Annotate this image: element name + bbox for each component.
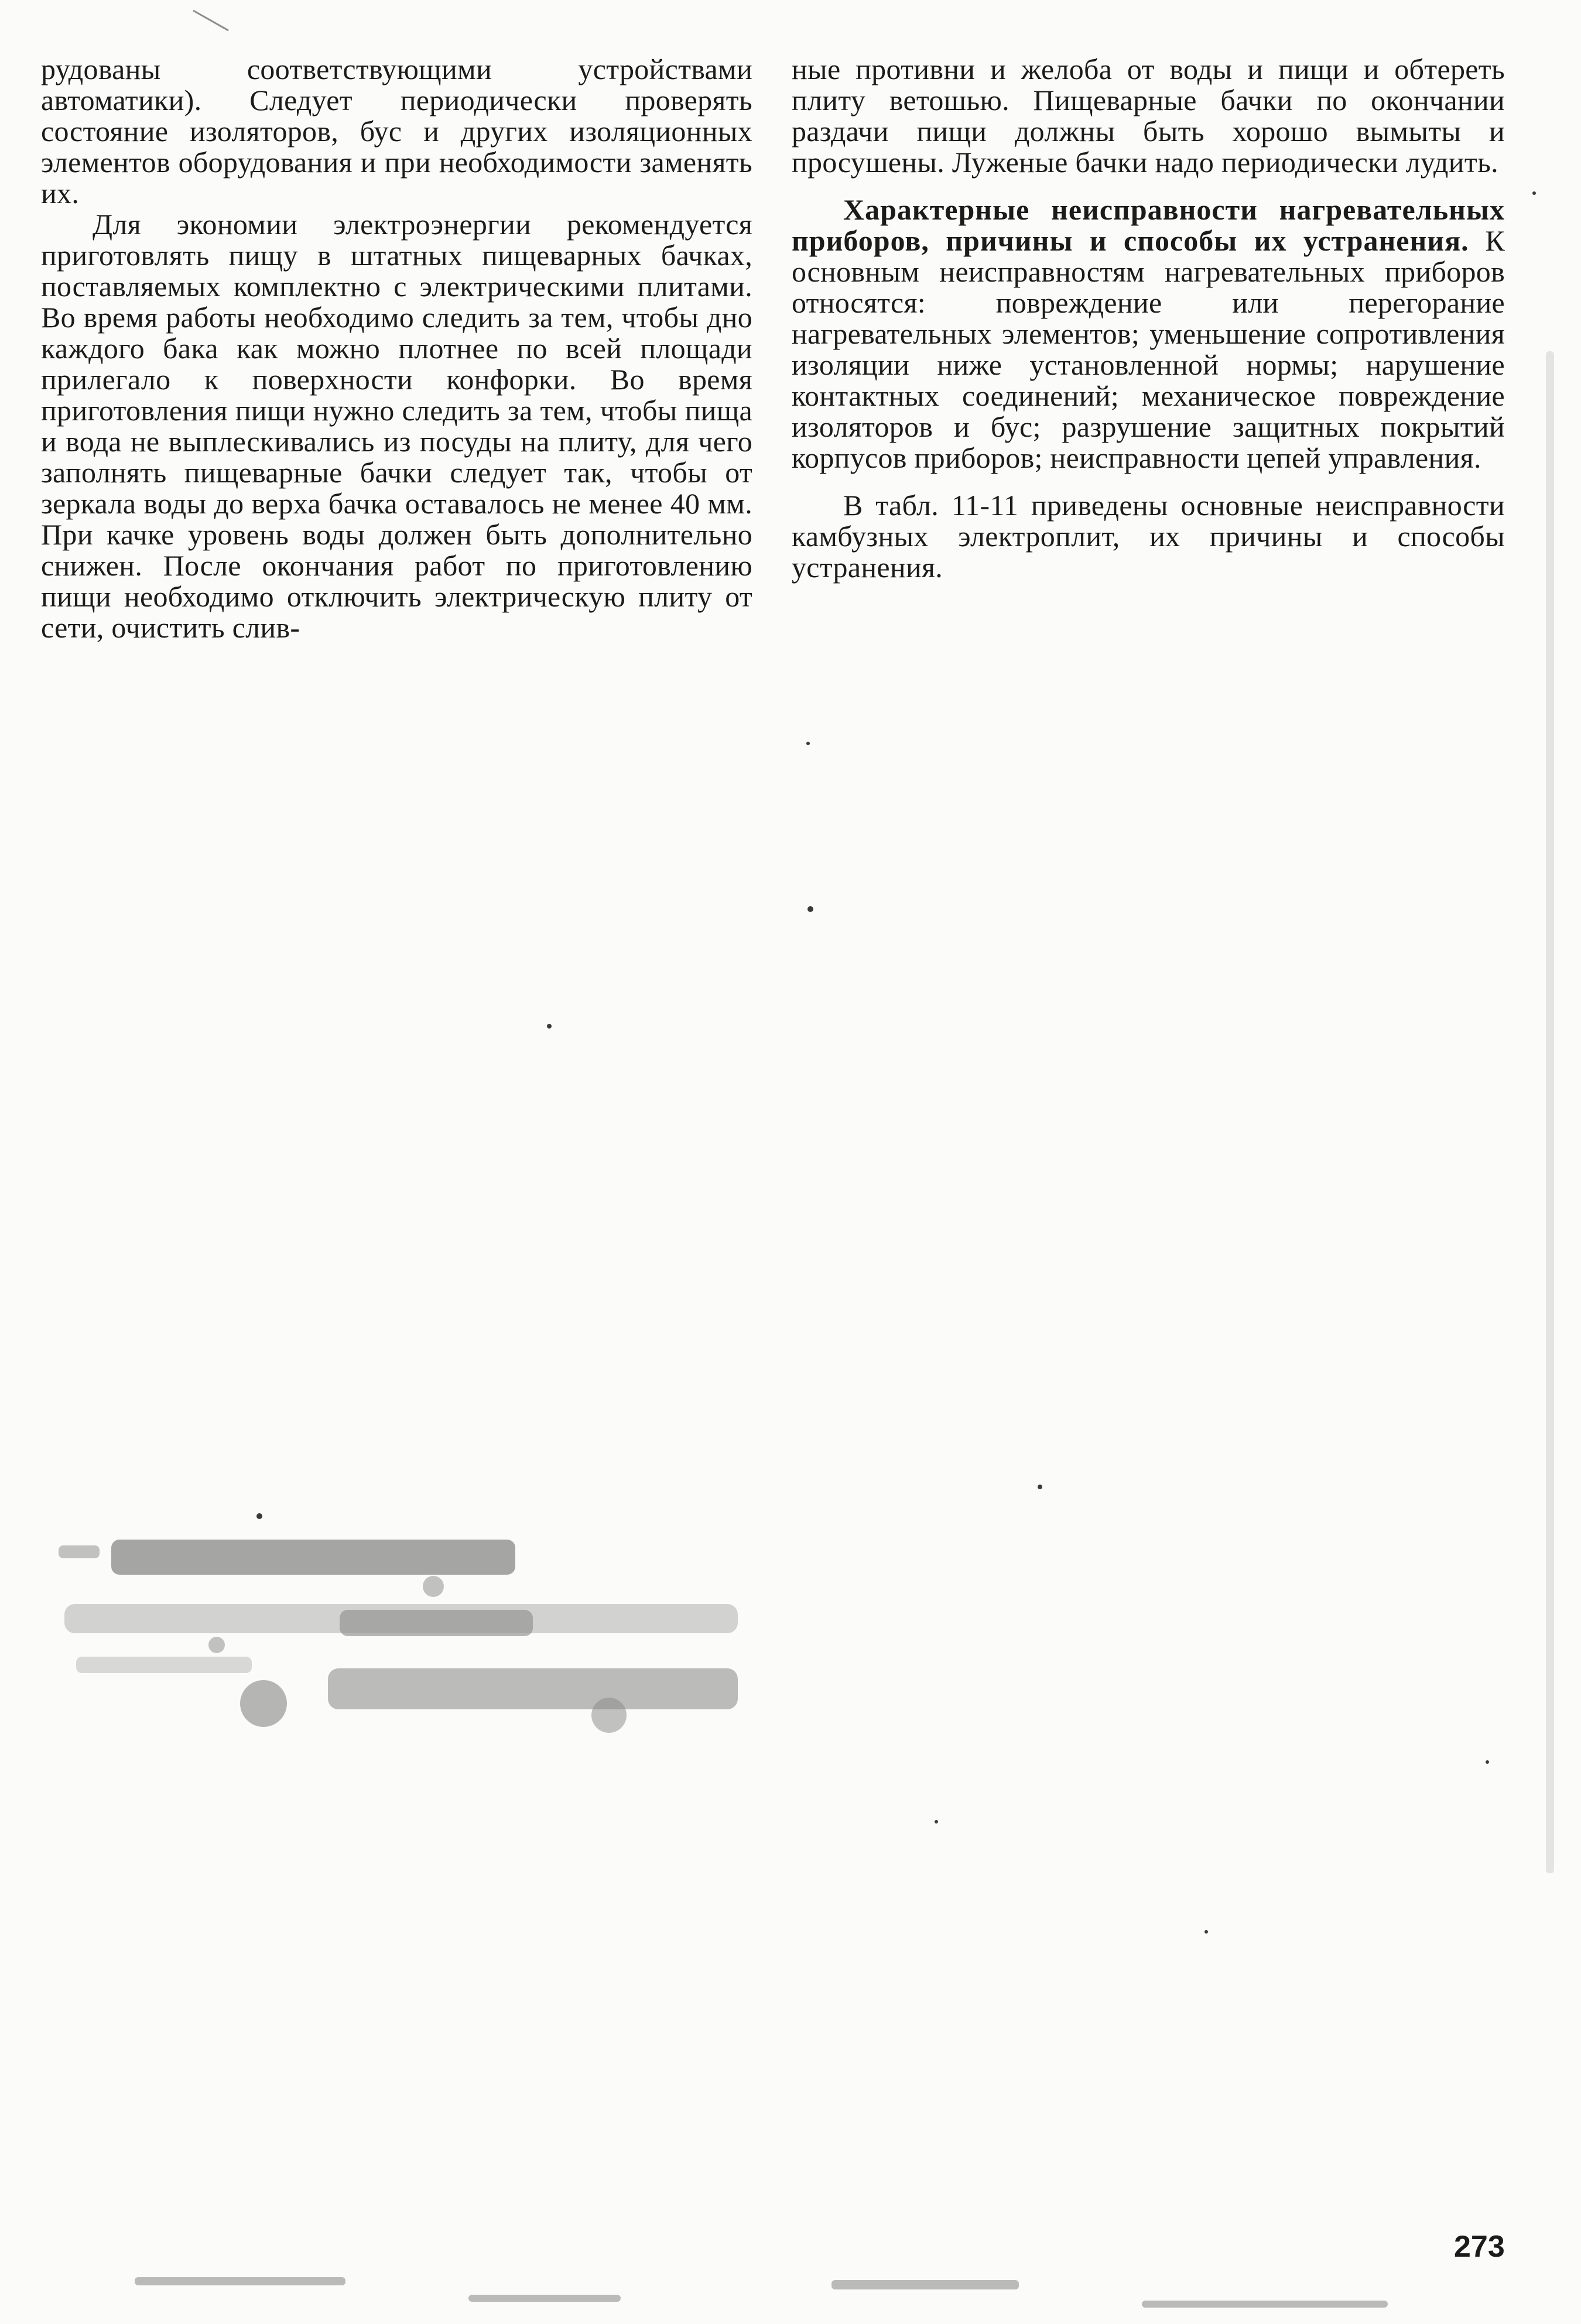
paragraph-cleaning: ные противни и желоба от воды и пищи и обтереть плиту ветошью. Пищеварные бачки по окончании раздачи пищи должны быть хорошо вымыты и просушены. Луженые бачки надо периодически лудить. [792, 53, 1505, 179]
paragraph-faults [792, 194, 1505, 474]
paragraph-faults-body: К основным неисправностям нагревательных приборов относятся: повреждение или перегорание нагревательных элементов; уменьшение сопротивления изоляции ниже установленной нормы; нарушение контактных соединений; механическое повреждение изоляторов и бус; разрушение защитных покрытий корпусов приборов; неисправности цепей управления. [792, 224, 1505, 474]
page-number: 273 [1454, 2230, 1505, 2264]
bleed-through-smudge [23, 1522, 761, 1768]
paragraph-continued: рудованы соответствующими устройствами автоматики). Следует периодически проверять состояние изоляторов, бус и других изоляционных элементов оборудования и при необходимости заменять их. [41, 53, 752, 210]
paragraph-table-reference: В табл. 11-11 приведены основные неисправности камбузных электроплит, их причины и способы устранения. [792, 489, 1505, 584]
right-column [792, 54, 1505, 583]
section-heading: Характерные неисправности нагревательных приборов, причины и способы их устранения. [792, 193, 1505, 257]
left-column [41, 54, 752, 643]
paragraph-energy-saving: Для экономии электроэнергии рекомендуется приготовлять пищу в штатных пищеварных бачках, поставляемых комплектно с электрическими плитами. Во время работы необходимо следить за тем, чтобы дно каждого бака как можно плотнее по всей площади прилегало к поверхности конфорки. Во время приготовления пищи нужно следить за тем, чтобы пища и вода не выплескивались из посуды на плиту, для чего заполнять пищеварные бачки следует так, чтобы от зеркала воды до верха бачка оставалось не менее 40 мм. При качке уровень воды должен быть дополнительно снижен. После окончания работ по приготовлению пищи необходимо отключить электрическую плиту от сети, очистить слив- [41, 208, 752, 644]
